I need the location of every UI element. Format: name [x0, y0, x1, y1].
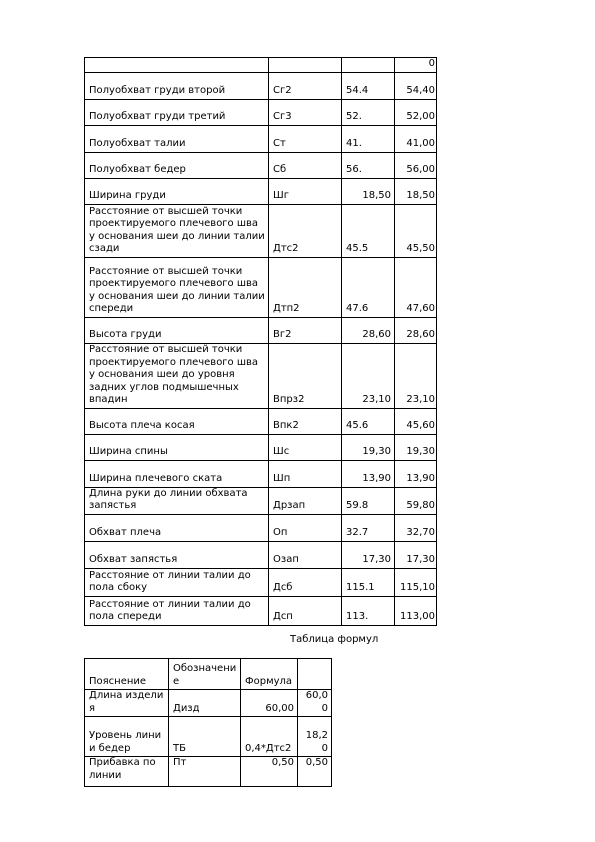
measure-value-formatted: 45,50 — [395, 204, 437, 257]
formula-explanation: Уровень линии бедер — [85, 717, 169, 757]
measure-code: Оп — [269, 514, 342, 541]
measure-code: Впрз2 — [269, 343, 342, 408]
measure-name: Расстояние от высшей точки проектируемого плечевого шва у основания шеи до линии талии спереди — [85, 257, 269, 317]
table-row — [85, 690, 332, 717]
measure-value-formatted: 18,50 — [395, 178, 437, 204]
measure-value-formatted: 54,40 — [395, 72, 437, 99]
measure-name: Высота груди — [85, 317, 269, 343]
measure-name: Обхват запястья — [85, 541, 269, 568]
formula-symbol: Пт — [169, 757, 241, 787]
formula-value: 18,20 — [298, 717, 332, 757]
table-row — [85, 757, 332, 787]
measure-code: Сг3 — [269, 99, 342, 125]
measure-name: Полуобхват груди второй — [85, 72, 269, 99]
measure-code — [269, 58, 342, 73]
measure-name: Расстояние от линии талии до пола сбоку — [85, 568, 269, 596]
header-formula: Формула — [241, 659, 298, 690]
table-row — [85, 514, 437, 541]
measure-value-formatted: 56,00 — [395, 152, 437, 178]
measure-code: Озап — [269, 541, 342, 568]
table-row — [85, 460, 437, 487]
table-row — [85, 541, 437, 568]
measure-value-formatted: 59,80 — [395, 487, 437, 514]
formula-table-title: Таблица формул — [290, 634, 379, 645]
measure-code: Шп — [269, 460, 342, 487]
measure-value-formatted: 47,60 — [395, 257, 437, 317]
measure-name: Ширина груди — [85, 178, 269, 204]
table-row — [85, 125, 437, 152]
measure-code: Ст — [269, 125, 342, 152]
measure-value-formatted: 17,30 — [395, 541, 437, 568]
measure-code: Дтп2 — [269, 257, 342, 317]
measure-name: Ширина спины — [85, 434, 269, 460]
measure-value: 32.7 — [342, 514, 395, 541]
measure-value: 45.5 — [342, 204, 395, 257]
measurements-table — [84, 57, 437, 626]
table-row — [85, 717, 332, 757]
formula-symbol: ТБ — [169, 717, 241, 757]
table-row — [85, 343, 437, 408]
measure-code: Шг — [269, 178, 342, 204]
table-row — [85, 257, 437, 317]
table-row — [85, 72, 437, 99]
measure-name: Расстояние от высшей точки проектируемого плечевого шва у основания шеи до линии талии сзади — [85, 204, 269, 257]
table-row — [85, 487, 437, 514]
measure-value-formatted: 113,00 — [395, 596, 437, 625]
measure-name: Ширина плечевого ската — [85, 460, 269, 487]
measure-name: Полуобхват бедер — [85, 152, 269, 178]
measure-code: Сб — [269, 152, 342, 178]
measure-value: 45.6 — [342, 408, 395, 434]
measure-value: 115.1 — [342, 568, 395, 596]
measure-value: 59.8 — [342, 487, 395, 514]
measure-value-formatted: 0 — [395, 58, 437, 73]
measure-code: Дтс2 — [269, 204, 342, 257]
measure-value-formatted: 32,70 — [395, 514, 437, 541]
measure-name — [85, 58, 269, 73]
measure-value: 28,60 — [342, 317, 395, 343]
table-row — [85, 152, 437, 178]
header-explanation: Пояснение — [85, 659, 169, 690]
measure-value-formatted: 13,90 — [395, 460, 437, 487]
table-row — [85, 58, 437, 73]
measure-value-formatted: 28,60 — [395, 317, 437, 343]
table-row — [85, 596, 437, 625]
measure-value: 47.6 — [342, 257, 395, 317]
formula-explanation: Прибавка по линии — [85, 757, 169, 787]
measure-value: 13,90 — [342, 460, 395, 487]
formula-value: 0,50 — [298, 757, 332, 787]
table-header-row — [85, 659, 332, 690]
table-row — [85, 99, 437, 125]
formula-expression: 0,50 — [241, 757, 298, 787]
measure-value: 56. — [342, 152, 395, 178]
formula-expression: 60,00 — [241, 690, 298, 717]
formula-symbol: Дизд — [169, 690, 241, 717]
measure-name: Высота плеча косая — [85, 408, 269, 434]
table-row — [85, 408, 437, 434]
measure-value-formatted: 52,00 — [395, 99, 437, 125]
measure-value-formatted: 19,30 — [395, 434, 437, 460]
measure-value: 54.4 — [342, 72, 395, 99]
measure-code: Дсб — [269, 568, 342, 596]
measure-code: Сг2 — [269, 72, 342, 99]
measure-value — [342, 58, 395, 73]
measure-code: Впк2 — [269, 408, 342, 434]
measure-value: 17,30 — [342, 541, 395, 568]
measure-name: Полуобхват груди третий — [85, 99, 269, 125]
measure-value: 19,30 — [342, 434, 395, 460]
measure-code: Шс — [269, 434, 342, 460]
measure-value: 113. — [342, 596, 395, 625]
header-value — [298, 659, 332, 690]
measure-value: 18,50 — [342, 178, 395, 204]
formula-value: 60,00 — [298, 690, 332, 717]
measure-value-formatted: 115,10 — [395, 568, 437, 596]
measure-value-formatted: 41,00 — [395, 125, 437, 152]
formula-expression: 0,4*Дтс2 — [241, 717, 298, 757]
measure-value: 52. — [342, 99, 395, 125]
table-row — [85, 204, 437, 257]
formula-explanation: Длина изделия — [85, 690, 169, 717]
measure-code: Дсп — [269, 596, 342, 625]
measure-value: 23,10 — [342, 343, 395, 408]
table-row — [85, 317, 437, 343]
measure-name: Расстояние от высшей точки проектируемого плечевого шва у основания шеи до уровня задних углов подмышечных впадин — [85, 343, 269, 408]
measure-name: Длина руки до линии обхвата запястья — [85, 487, 269, 514]
measure-name: Расстояние от линии талии до пола спереди — [85, 596, 269, 625]
table-row — [85, 434, 437, 460]
measure-name: Полуобхват талии — [85, 125, 269, 152]
header-symbol: Обозначение — [169, 659, 241, 690]
measure-name: Обхват плеча — [85, 514, 269, 541]
measure-value-formatted: 45,60 — [395, 408, 437, 434]
formula-table — [84, 658, 332, 787]
measure-value-formatted: 23,10 — [395, 343, 437, 408]
table-row — [85, 178, 437, 204]
measure-code: Дрзап — [269, 487, 342, 514]
measure-code: Вг2 — [269, 317, 342, 343]
table-row — [85, 568, 437, 596]
measure-value: 41. — [342, 125, 395, 152]
